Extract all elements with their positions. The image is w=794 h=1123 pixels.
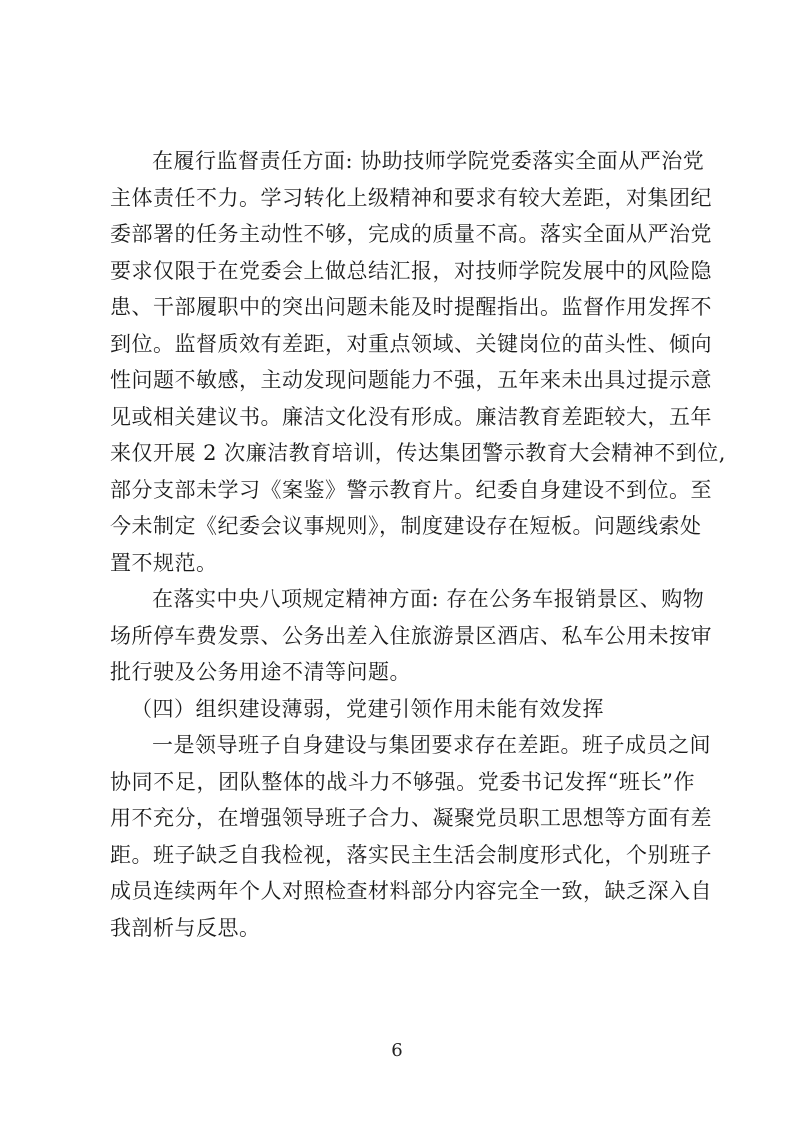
section-heading: [110, 691, 695, 728]
text-line: 来仅开展 2 次廉洁教育培训，传达集团警示教育大会精神不到位,: [110, 441, 726, 465]
text-line: 批行驶及公务用途不清等问题。: [110, 660, 411, 684]
text-line: 协同不足，团队整体的战斗力不够强。党委书记发挥“班长”作: [110, 769, 695, 794]
paragraph-leadership-team: [110, 727, 712, 946]
heading-text: （四）组织建设薄弱，党建引领作用未能有效发挥: [131, 696, 604, 721]
text-line: 性问题不敏感，主动发现问题能力不强，五年来未出具过提示意: [110, 368, 712, 392]
text-line: 在落实中央八项规定精神方面: 存在公务车报销景区、购物: [152, 587, 705, 611]
text-line: 今未制定《纪委会议事规则》，制度建设存在短板。问题线索处: [110, 514, 702, 538]
page-number: 6: [391, 1040, 403, 1061]
text-line: 部分支部未学习《案鉴》警示教育片。纪委自身建设不到位。至: [110, 477, 712, 502]
text-line: 用不充分，在增强领导班子合力、凝聚党员职工思想等方面有差: [110, 806, 712, 830]
paragraph-supervision-duty: [110, 143, 726, 581]
text-line: 要求仅限于在党委会上做总结汇报，对技师学院发展中的风险隐: [110, 258, 712, 283]
text-line: 成员连续两年个人对照检查材料部分内容完全一致，缺乏深入自: [110, 879, 712, 903]
text-line: 场所停车费发票、公务出差入住旅游景区酒店、私车公用未按审: [110, 623, 712, 648]
text-line: 在履行监督责任方面: 协助技师学院党委落实全面从严治党: [152, 149, 705, 173]
text-line: 距。班子缺乏自我检视，落实民主生活会制度形式化，个别班子: [110, 842, 712, 867]
text-line: 主体责任不力。学习转化上级精神和要求有较大差距，对集团纪: [110, 185, 712, 210]
text-line: 患、干部履职中的突出问题未能及时提醒指出。监督作用发挥不: [110, 295, 712, 319]
text-line: 我剖析与反思。: [110, 915, 261, 940]
text-line: 见或相关建议书。廉洁文化没有形成。廉洁教育差距较大，五年: [110, 404, 712, 429]
text-line: 到位。监督质效有差距，对重点领域、关键岗位的苗头性、倾向: [110, 331, 712, 356]
text-line: 置不规范。: [110, 550, 218, 575]
document-body: [110, 143, 726, 946]
paragraph-eight-rules: [110, 581, 712, 691]
text-line: 委部署的任务主动性不够，完成的质量不高。落实全面从严治党: [110, 222, 712, 246]
text-line: 一是领导班子自身建设与集团要求存在差距。班子成员之间: [152, 733, 711, 757]
